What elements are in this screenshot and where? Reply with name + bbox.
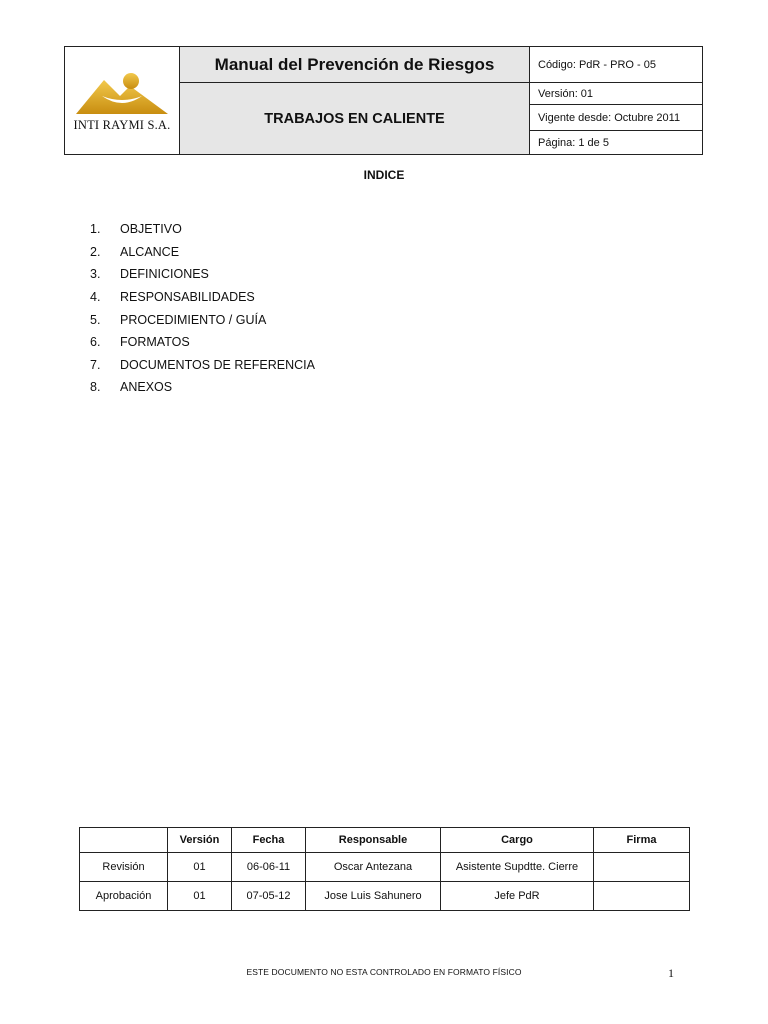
approval-header-cell (80, 828, 168, 853)
index-item-label: DOCUMENTOS DE REFERENCIA (120, 357, 315, 372)
index-item (90, 286, 315, 309)
approval-cell: Asistente Supdtte. Cierre (441, 853, 594, 882)
document-version: Versión: 01 (530, 83, 703, 105)
approval-cell: Oscar Antezana (306, 853, 441, 882)
document-effective-date: Vigente desde: Octubre 2011 (530, 105, 703, 131)
inti-raymi-logo (74, 72, 170, 116)
index-item-number: 7. (90, 357, 101, 372)
approval-cell: Jose Luis Sahunero (306, 882, 441, 911)
index-item-number: 4. (90, 290, 101, 305)
index-item-label: RESPONSABILIDADES (120, 290, 255, 305)
approval-header-cell: Fecha (232, 828, 306, 853)
index-item (90, 331, 315, 354)
index-item-label: ANEXOS (120, 380, 173, 395)
index-item-number: 2. (90, 244, 101, 259)
approval-cell: 07-05-12 (232, 882, 306, 911)
approval-signature-cell (594, 853, 690, 882)
document-header (64, 46, 703, 155)
company-logo-cell (65, 47, 180, 155)
index-item-number: 8. (90, 380, 101, 395)
index-item (90, 241, 315, 264)
approval-signature-cell (594, 882, 690, 911)
index-item (90, 354, 315, 377)
approval-header-row (80, 828, 690, 853)
document-code: Código: PdR - PRO - 05 (530, 47, 703, 83)
index-item-number: 6. (90, 335, 101, 350)
approval-header-cell: Responsable (306, 828, 441, 853)
approval-table (79, 827, 690, 911)
index-item (90, 376, 315, 399)
company-name: INTI RAYMI S.A. (73, 118, 171, 132)
page-number: 1 (668, 966, 674, 980)
index-item-label: OBJETIVO (120, 222, 182, 237)
index-item-number: 3. (90, 267, 101, 282)
index-item (90, 308, 315, 331)
index-list (90, 218, 315, 399)
approval-header-cell: Versión (168, 828, 232, 853)
approval-cell: Jefe PdR (441, 882, 594, 911)
index-item-number: 1. (90, 222, 101, 237)
approval-cell: Aprobación (80, 882, 168, 911)
document-subtitle: TRABAJOS EN CALIENTE (180, 83, 530, 155)
document-page: Página: 1 de 5 (530, 131, 703, 155)
index-item-label: FORMATOS (120, 335, 190, 350)
approval-cell: 01 (168, 882, 232, 911)
approval-cell: 01 (168, 853, 232, 882)
index-item-number: 5. (90, 312, 101, 327)
index-title: INDICE (363, 168, 405, 182)
index-item (90, 263, 315, 286)
approval-header-cell: Firma (594, 828, 690, 853)
index-item-label: ALCANCE (120, 244, 180, 259)
approval-cell: 06-06-11 (232, 853, 306, 882)
index-item (90, 218, 315, 241)
approval-header-cell: Cargo (441, 828, 594, 853)
manual-title: Manual del Prevención de Riesgos (180, 47, 530, 83)
approval-row-approval (80, 882, 690, 911)
index-item-label: PROCEDIMIENTO / GUÍA (120, 312, 267, 327)
footer-disclaimer: ESTE DOCUMENTO NO ESTA CONTROLADO EN FORMATO FÍSICO (246, 967, 522, 977)
approval-row-revision (80, 853, 690, 882)
index-item-label: DEFINICIONES (120, 267, 209, 282)
approval-cell: Revisión (80, 853, 168, 882)
